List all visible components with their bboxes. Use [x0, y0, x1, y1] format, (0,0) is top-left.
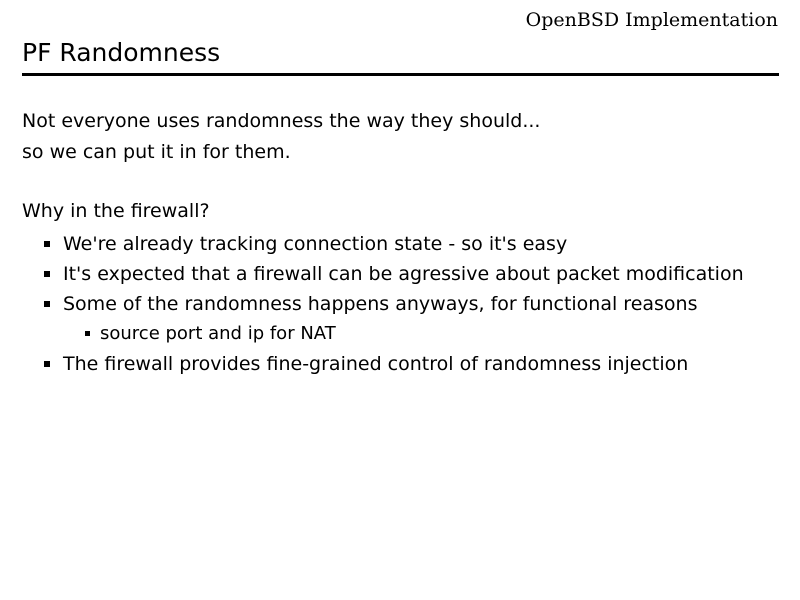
- list-item: [44, 289, 782, 349]
- slide-body: [22, 106, 782, 379]
- intro-line-2: so we can put it in for them.: [22, 141, 291, 163]
- square-bullet-icon: [44, 361, 50, 367]
- list-item-label: source port and ip for NAT: [100, 323, 336, 344]
- list-item: [44, 229, 782, 259]
- square-bullet-icon: [44, 271, 50, 277]
- intro-line-1: Not everyone uses randomness the way they should...: [22, 110, 541, 132]
- list-item-label: Some of the randomness happens anyways, for functional reasons: [63, 293, 698, 315]
- square-bullet-icon: [44, 301, 50, 307]
- list-item: [44, 259, 782, 289]
- list-item-label: The firewall provides fine-grained control of randomness injection: [63, 353, 689, 375]
- list-item-label: We're already tracking connection state - so it's easy: [63, 233, 568, 255]
- square-bullet-icon: [44, 241, 50, 247]
- list-item: [44, 349, 782, 379]
- bullet-list: [22, 229, 782, 379]
- square-bullet-icon: [85, 331, 90, 336]
- page-title: PF Randomness: [22, 38, 221, 67]
- list-item-label: It's expected that a firewall can be agressive about packet modification: [63, 263, 744, 285]
- body-spacer: [22, 168, 782, 196]
- title-divider: [22, 73, 779, 76]
- question-line: Why in the firewall?: [22, 200, 210, 222]
- slide-header: OpenBSD Implementation: [525, 9, 778, 31]
- sub-bullet-list: [63, 319, 782, 349]
- list-item: [85, 319, 782, 349]
